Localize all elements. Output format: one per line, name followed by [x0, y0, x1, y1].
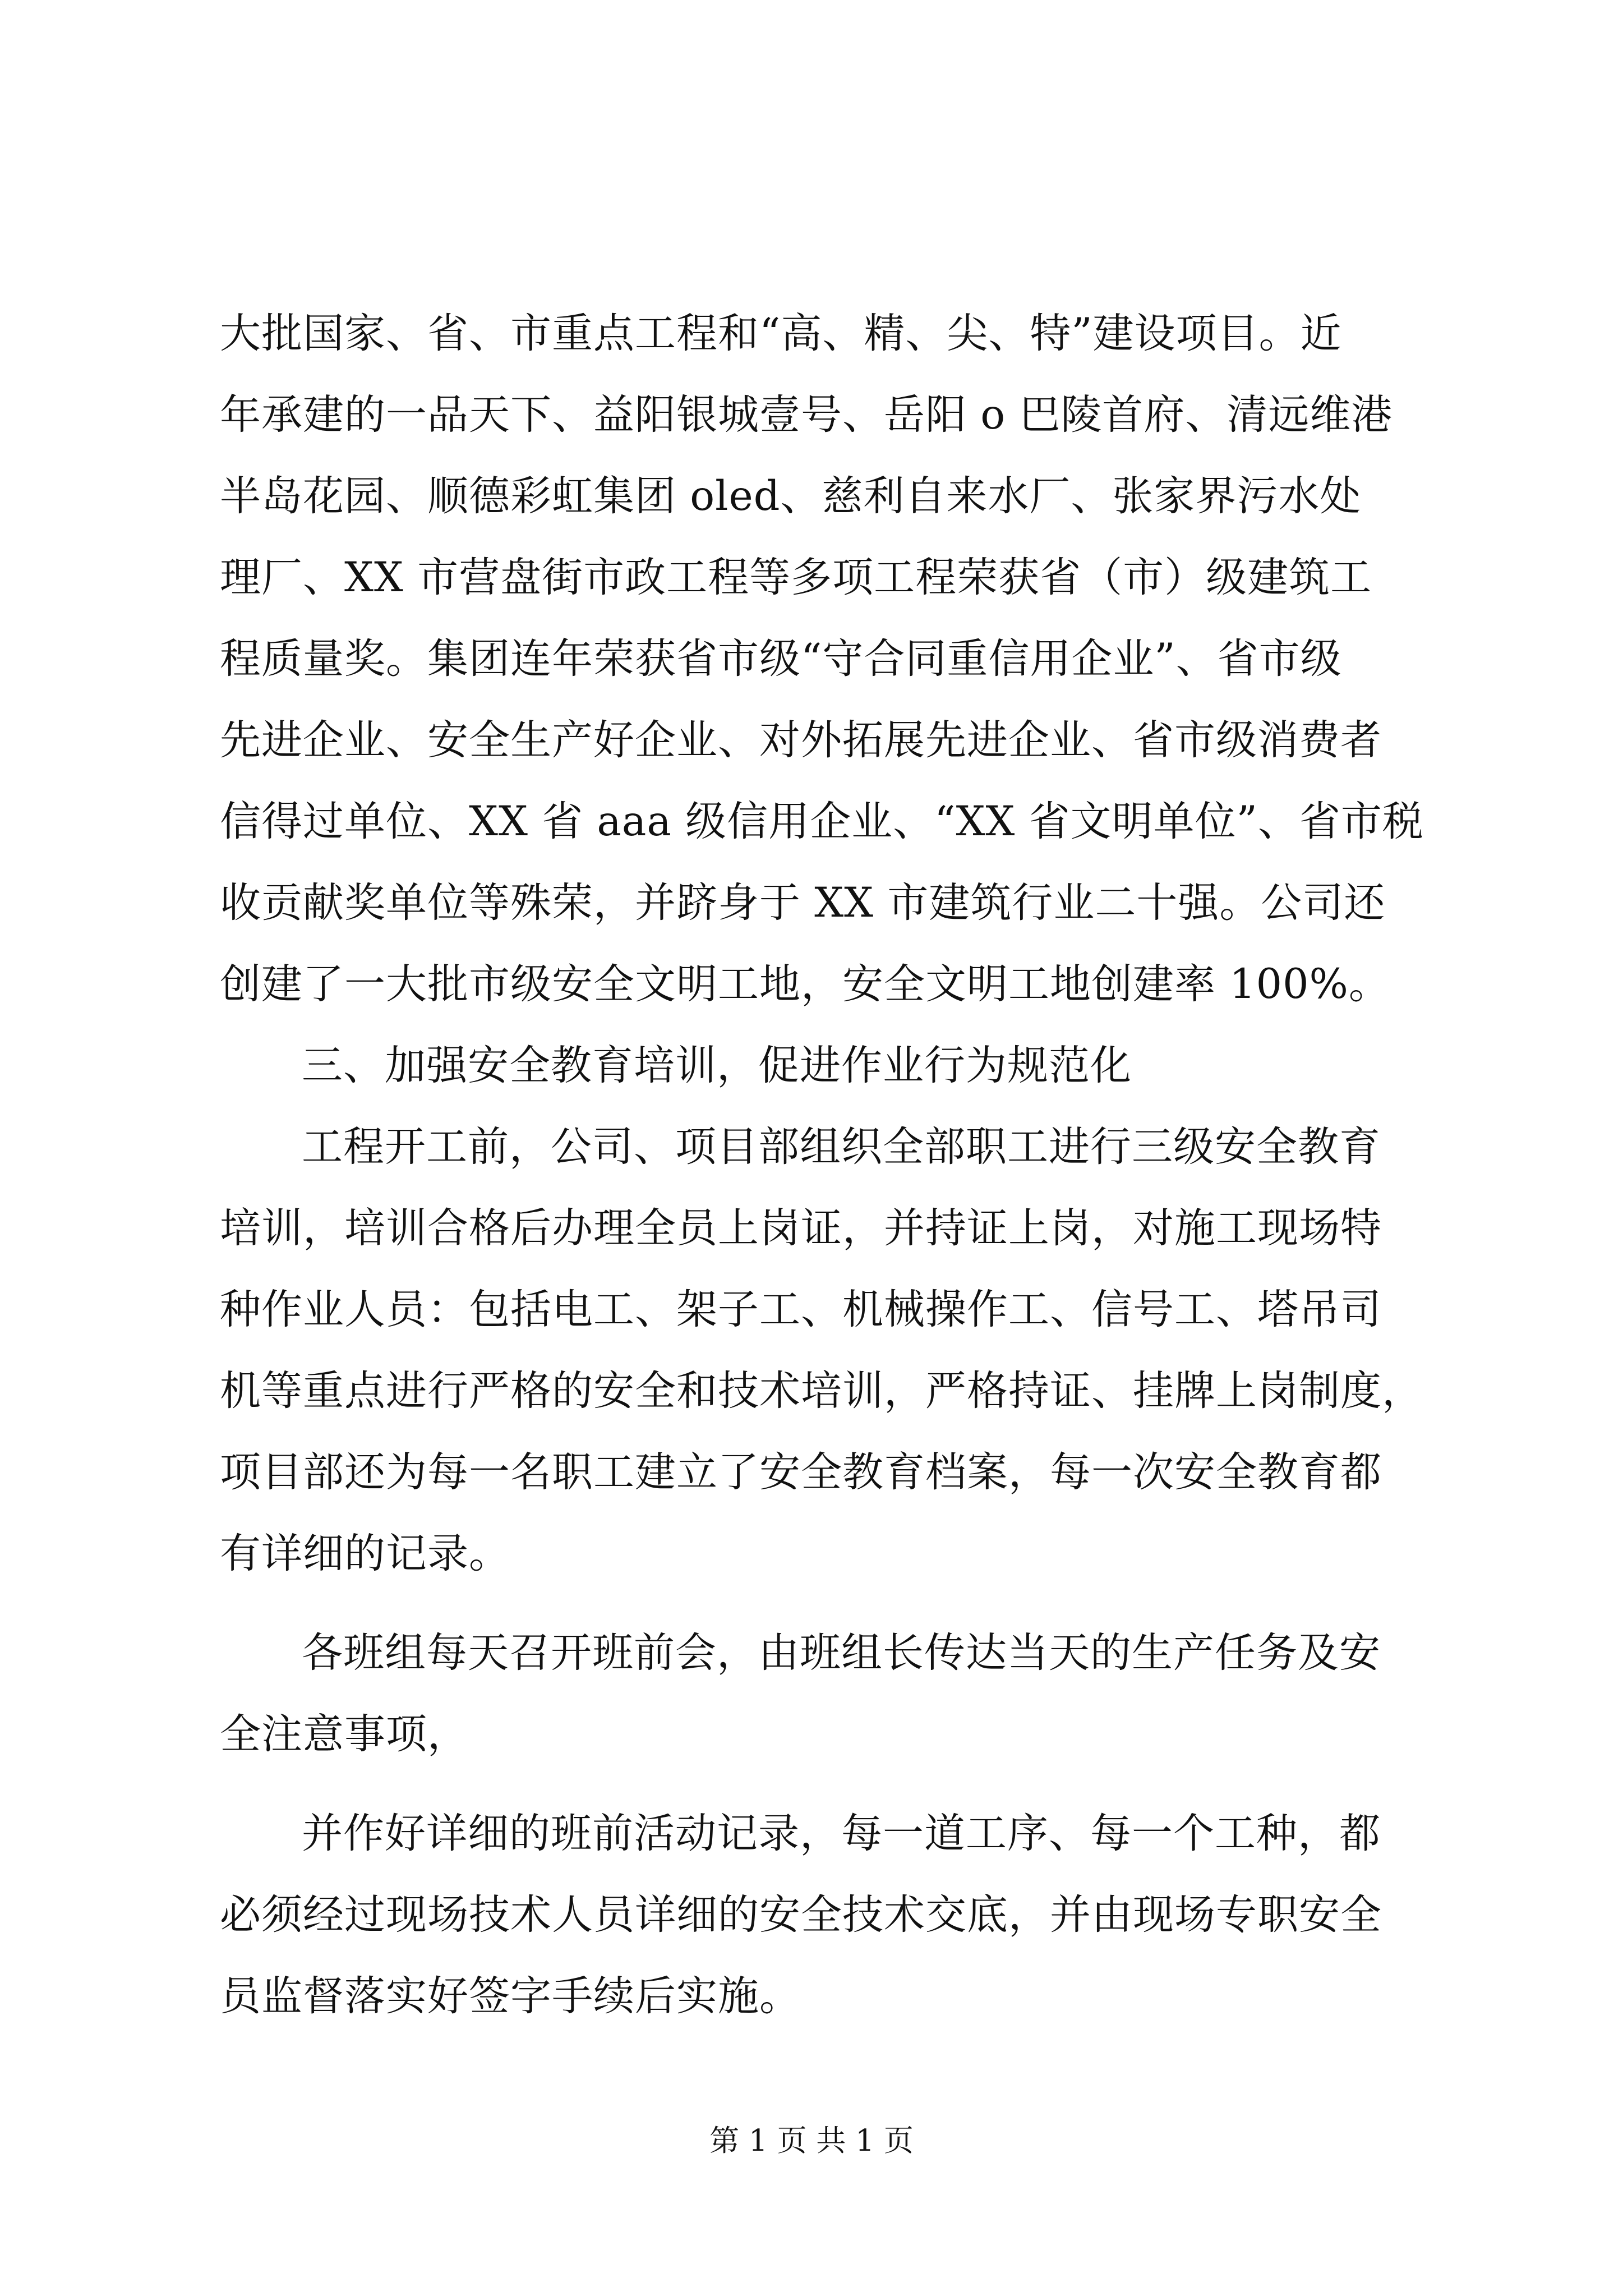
body-text-line: 并作好详细的班前活动记录，每一道工序、每一个工种，都: [302, 1810, 1381, 1857]
body-text-line: 收贡献奖单位等殊荣，并跻身于 XX 市建筑行业二十强。公司还: [220, 879, 1386, 927]
body-text-line: 有详细的记录。: [220, 1530, 510, 1577]
body-text-line: 必须经过现场技术人员详细的安全技术交底，并由现场专职安全: [220, 1891, 1382, 1939]
body-text-line: 工程开工前，公司、项目部组织全部职工进行三级安全教育: [302, 1123, 1381, 1171]
body-text-line: 理厂、XX 市营盘街市政工程等多项工程荣获省（市）级建筑工: [220, 554, 1372, 601]
body-text-line: 项目部还为每一名职工建立了安全教育档案，每一次安全教育都: [220, 1448, 1382, 1496]
body-text-line: 程质量奖。集团连年荣获省市级“守合同重信用企业”、省市级: [220, 635, 1342, 683]
body-text-line: 年承建的一品天下、益阳银城壹号、岳阳 o 巴陵首府、清远维港: [220, 391, 1393, 439]
body-text-line: 信得过单位、XX 省 aaa 级信用企业、“XX 省文明单位”、省市税: [220, 798, 1424, 845]
body-text-line: 机等重点进行严格的安全和技术培训，严格持证、挂牌上岗制度，: [220, 1367, 1423, 1415]
document-body: [220, 293, 1434, 2037]
body-text-line: 先进企业、安全生产好企业、对外拓展先进企业、省市级消费者: [220, 716, 1382, 764]
body-text-line: 创建了一大批市级安全文明工地，安全文明工地创建率 100%。: [220, 960, 1390, 1008]
body-text-line: 各班组每天召开班前会，由班组长传达当天的生产任务及安: [302, 1629, 1381, 1677]
body-text-line: 员监督落实好签字手续后实施。: [220, 1972, 801, 2020]
body-text-line: 全注意事项，: [220, 1710, 469, 1758]
body-text-line: 半岛花园、顺德彩虹集团 oled、慈利自来水厂、张家界污水处: [220, 472, 1362, 520]
section-heading: 三、加强安全教育培训，促进作业行为规范化: [302, 1042, 1132, 1089]
paragraph-gap: [220, 1594, 1434, 1612]
body-text-line: 种作业人员：包括电工、架子工、机械操作工、信号工、塔吊司: [220, 1286, 1382, 1333]
page-number-footer: 第 1 页 共 1 页: [709, 2124, 914, 2158]
body-text-line: 大批国家、省、市重点工程和“高、精、尖、特”建设项目。近: [220, 310, 1342, 357]
paragraph-gap: [220, 1775, 1434, 1793]
body-text-line: 培训，培训合格后办理全员上岗证，并持证上岗，对施工现场特: [220, 1204, 1382, 1252]
